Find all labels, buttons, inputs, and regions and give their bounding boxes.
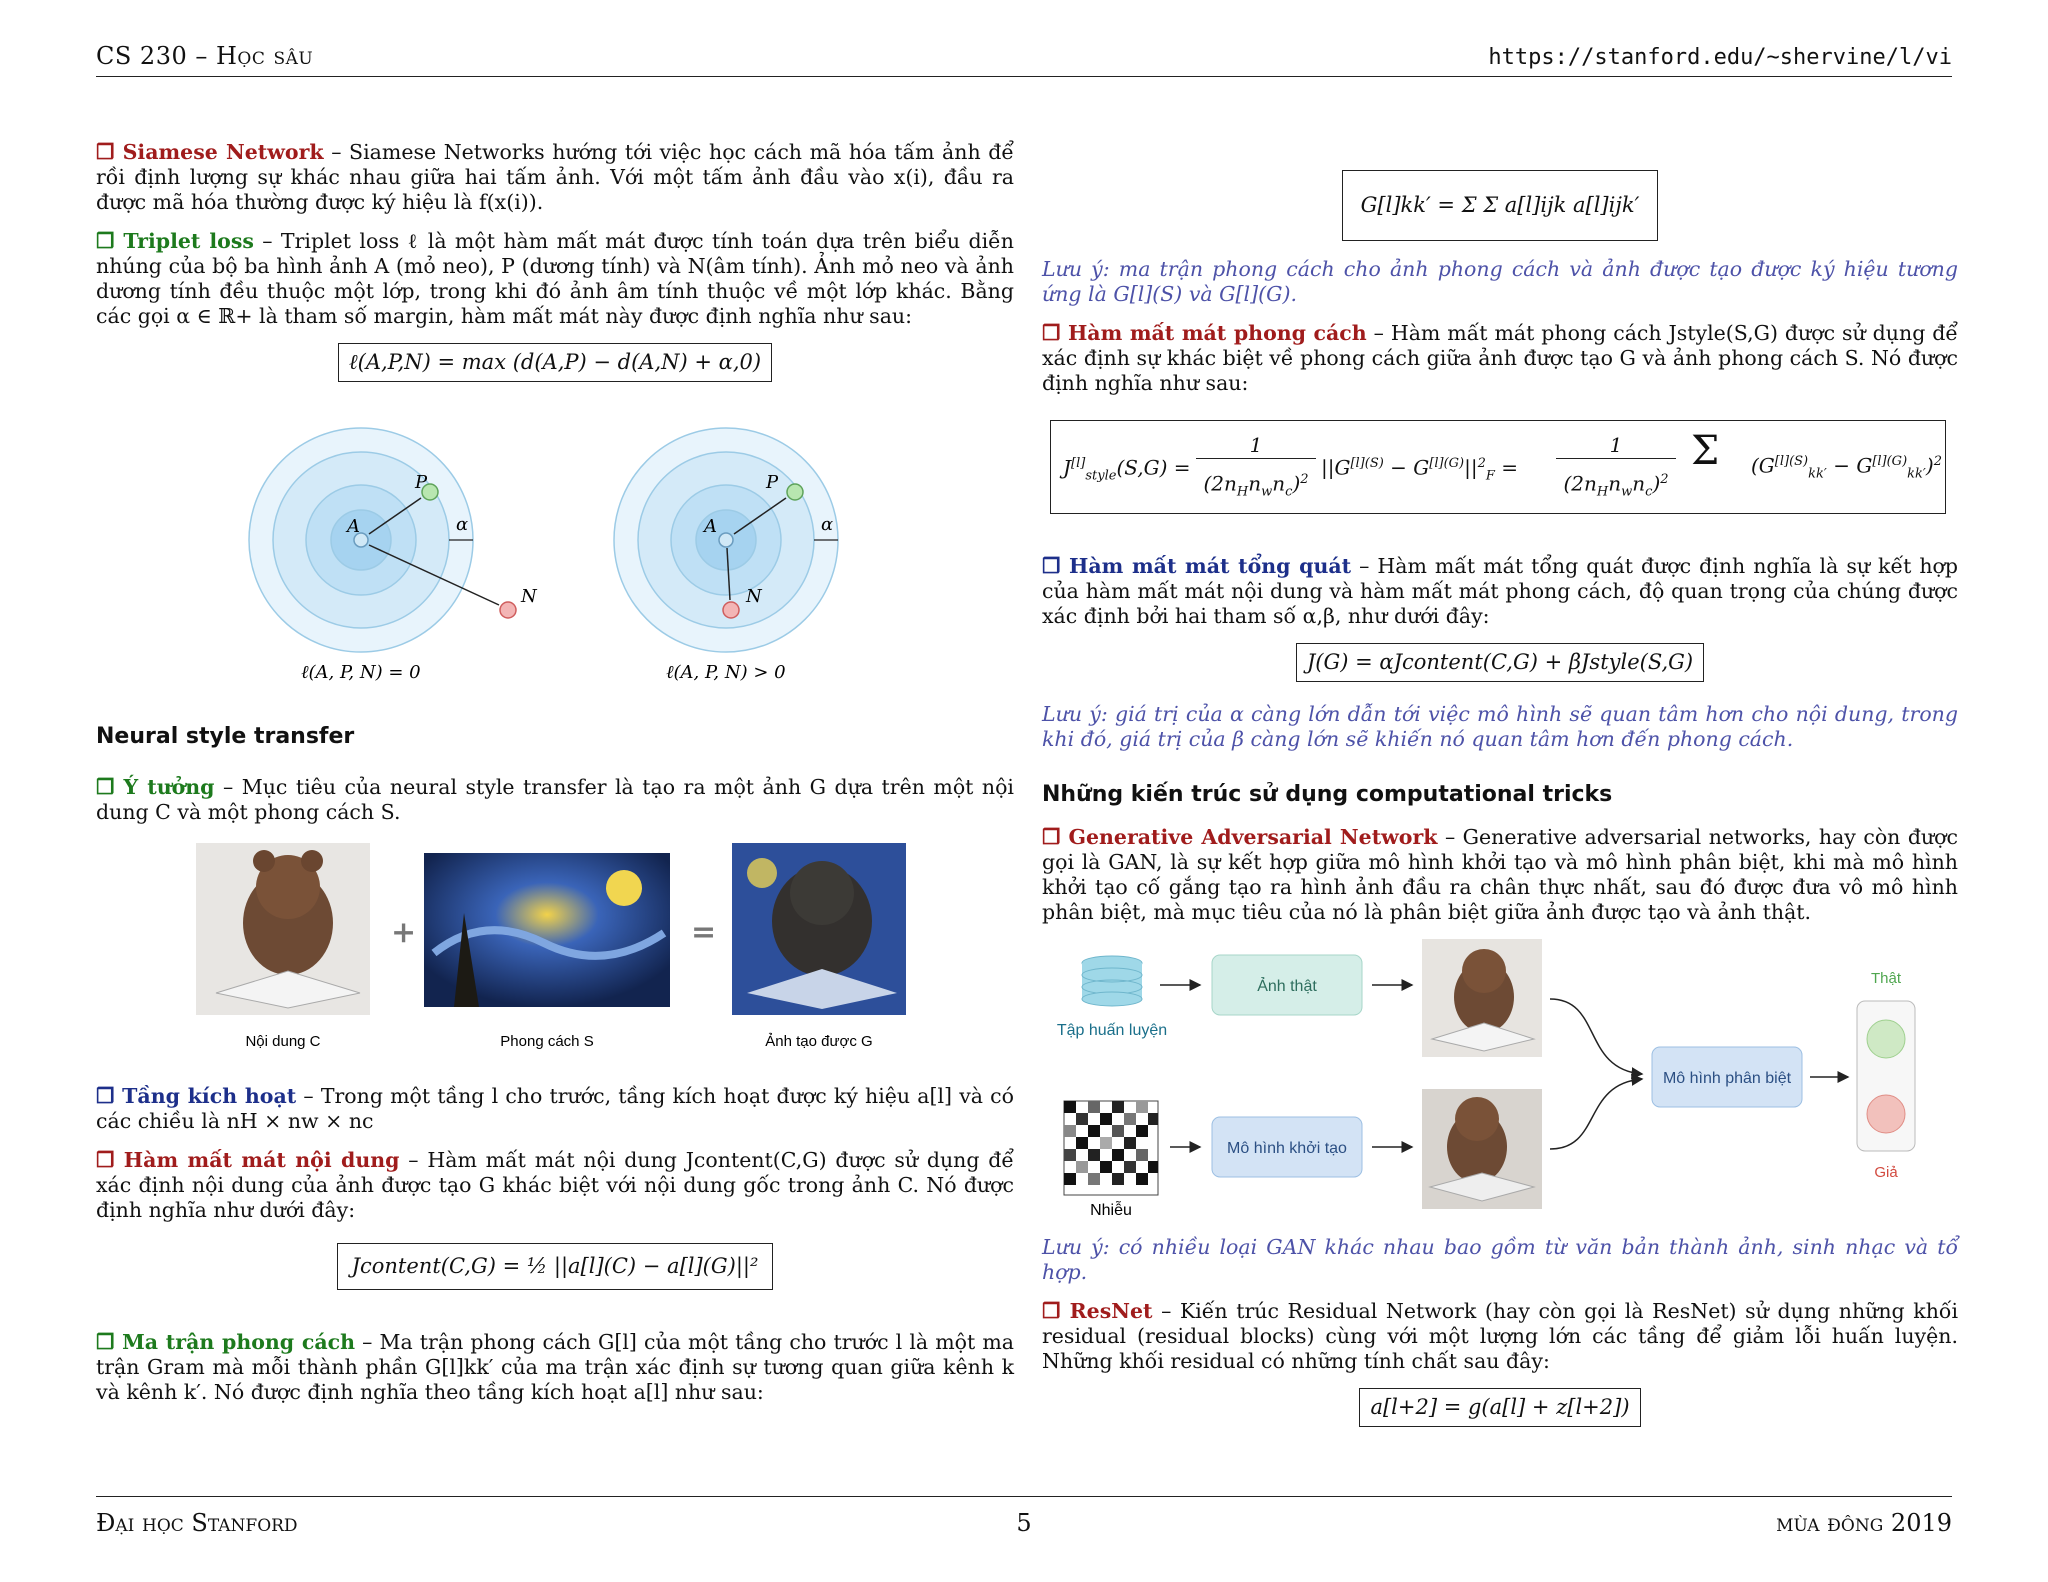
footer-term: mùa đông 2019 [1776,1509,1952,1537]
note-style-matrix: Lưu ý: ma trận phong cách cho ảnh phong cách và ảnh được tạo được ký hiệu tương ứng là G[l](S) và G[l](G). [1042,257,1958,306]
activation-paragraph: ❒ Tầng kích hoạt – Trong một tầng l cho trước, tầng kích hoạt được ký hiệu a[l] và có các chiều là nH × nw × nc [96,1084,1015,1133]
svg-text:Nội dung C: Nội dung C [245,1033,321,1050]
idea-term: Ý tưởng [123,775,215,799]
caption-zero: ℓ(A, P, N) = 0 [301,662,421,683]
svg-text:α: α [456,514,469,535]
style-transfer-images [96,839,1014,1064]
footer-university: Đại học Stanford [96,1509,298,1537]
triplet-diagram-right [614,428,838,683]
triplet-term: Triplet loss [123,229,254,253]
right-column [1042,140,1958,1427]
total-loss-term: Hàm mất mát tổng quát [1069,554,1352,578]
style-loss-formula: $J[l]_{style}(S,G)$ = 1 $(2n_Hn_wn_c)^2$ $||G^{[l](S)} - G^{[l](G)}||^2_F$ = 1 $(2n_Hn_wn_c)^2$ Σ $(G^{[l](S)}_{kk'} - G^{[l](G)}_{kk'})^2$ [1050,420,1946,514]
triplet-paragraph: ❒ Triplet loss – Triplet loss ℓ là một hàm mất mát được tính toán dựa trên biểu diễn nhúng của bộ ba hình ảnh A (mỏ neo), P (dương tính) và N(âm tính). Ảnh mỏ neo và ảnh dương tính đều thuộc một lớp, trong khi đó ảnh âm tính thuộc về một lớp khác. Bằng các gọi α ∈ ℝ+ là tham số margin, hàm mất mát này được định nghĩa như sau: [96,229,1014,328]
svg-text:Giả: Giả [1874,1164,1898,1181]
svg-text:Ảnh tạo được G: Ảnh tạo được G [765,1033,873,1050]
note-gan: Lưu ý: có nhiều loại GAN khác nhau bao gồm từ văn bản thành ảnh, sinh nhạc và tổ hợp. [1042,1235,1958,1284]
svg-text:Mô hình phân biệt: Mô hình phân biệt [1662,1070,1792,1087]
style-matrix-paragraph: ❒ Ma trận phong cách – Ma trận phong cách G[l] của một tầng cho trước l là một ma trận Gram mà mỗi thành phần G[l]kk′ của ma trận xác định sự tương quan giữa kênh k và kênh k′. Nó được định nghĩa theo tầng kích hoạt a[l] như sau: [96,1330,1014,1404]
activation-term: Tầng kích hoạt [122,1084,297,1108]
style-matrix-term: Ma trận phong cách [122,1330,356,1354]
svg-text:α: α [821,514,834,535]
generated-photo [1422,1089,1542,1209]
style-loss-paragraph: ❒ Hàm mất mát phong cách – Hàm mất mát phong cách Jstyle(S,G) được sử dụng để xác định sự khác biệt về phong cách giữa ảnh được tạo G và ảnh phong cách S. Nó được định nghĩa như sau: [1042,321,1958,395]
resnet-paragraph: ❒ ResNet – Kiến trúc Residual Network (hay còn gọi là ResNet) sử dụng những khối residual (residual blocks) cùng với một lượng lớn các tầng để giảm lỗi huấn luyện. Những khối residual có những tính chất sau đây: [1042,1299,1959,1373]
section-title-architectures: Những kiến trúc sử dụng computational tricks [1042,782,1613,807]
gan-diagram [1042,939,1958,1229]
train-set-label: Tập huấn luyện [1056,1022,1168,1039]
triplet-formula: ℓ(A,P,N) = max (d(A,P) − d(A,N) + α,0) [338,343,772,382]
triplet-diagram-left [249,428,538,683]
caption-positive: ℓ(A, P, N) > 0 [666,662,786,683]
total-loss-paragraph: ❒ Hàm mất mát tổng quát – Hàm mất mát tổng quát được định nghĩa là sự kết hợp của hàm mất mát nội dung và hàm mất mát phong cách, độ quan trọng của chúng được xác định bởi hai tham số α,β, như dưới đây: [1042,554,1959,628]
real-photo [1422,939,1542,1057]
note-alpha-beta: Lưu ý: giá trị của α càng lớn dẫn tới việc mô hình sẽ quan tâm hơn cho nội dung, trong khi đó, giá trị của β càng lớn sẽ khiến nó quan tâm hơn đến phong cách. [1042,702,1958,751]
content-loss-term: Hàm mất mát nội dung [123,1148,400,1172]
section-title-nst: Neural style transfer [96,724,355,749]
page-header [96,40,1952,77]
style-loss-term: Hàm mất mát phong cách [1067,321,1367,345]
svg-text:+: + [391,915,417,950]
svg-text:Ảnh thật: Ảnh thật [1257,978,1317,995]
svg-text:N: N [746,586,762,607]
svg-text:=: = [691,915,717,950]
gan-term: Generative Adversarial Network [1068,825,1438,849]
gram-formula: G[l]kk′ = Σ Σ a[l]ijk a[l]ijk′ [1342,170,1659,241]
total-loss-formula: J(G) = αJcontent(C,G) + βJstyle(S,G) [1296,643,1704,682]
real-indicator [1867,1020,1905,1058]
fake-indicator [1867,1095,1905,1133]
negative-point [500,602,516,618]
svg-text:A: A [347,516,360,537]
idea-paragraph: ❒ Ý tưởng – Mục tiêu của neural style transfer là tạo ra một ảnh G dựa trên một nội dung C và một phong cách S. [96,775,1014,824]
header-course: CS 230 – Học sâu [96,42,314,70]
content-loss-formula: Jcontent(C,G) = ½ ||a[l](C) − a[l](G)||² [337,1243,774,1290]
content-loss-paragraph: ❒ Hàm mất mát nội dung – Hàm mất mát nội dung Jcontent(C,G) được sử dụng để xác định nội dung của ảnh được tạo G khác biệt với nội dung gốc trong ảnh C. Nó được định nghĩa như dưới đây: [96,1148,1015,1222]
database-icon [1082,956,1142,1006]
svg-text:P: P [766,472,779,493]
content-image [196,843,370,1015]
siamese-term: Siamese Network [122,140,324,164]
resnet-formula: a[l+2] = g(a[l] + z[l+2]) [1359,1388,1640,1427]
resnet-term: ResNet [1069,1299,1153,1323]
left-column [96,140,1014,1419]
triplet-diagram [96,390,1014,690]
svg-text:A: A [704,516,717,537]
page-footer [96,1496,1952,1537]
svg-text:Phong cách S: Phong cách S [500,1033,594,1050]
style-image [424,853,670,1007]
page-number: 5 [1016,1509,1032,1537]
svg-text:Mô hình khởi tạo: Mô hình khởi tạo [1227,1140,1347,1157]
svg-text:N: N [521,586,537,607]
svg-text:P: P [415,472,428,493]
generated-image [732,843,906,1015]
noise-label: Nhiễu [1090,1202,1132,1219]
noise-image [1064,1101,1158,1195]
svg-text:Thật: Thật [1870,970,1902,987]
siamese-paragraph: ❒ Siamese Network – Siamese Networks hướng tới việc học cách mã hóa tấm ảnh để rồi định lượng sự khác nhau giữa hai tấm ảnh. Với một tấm ảnh đầu vào x(i), đầu ra được mã hóa thường được ký hiệu là f(x(i)). [96,140,1015,214]
header-url[interactable]: https://stanford.edu/~shervine/l/vi [1488,45,1952,70]
gan-paragraph: ❒ Generative Adversarial Network – Generative adversarial networks, hay còn được gọi là GAN, là sự kết hợp giữa mô hình khởi tạo và mô hình phân biệt, khi mà mô hình khởi tạo cố gắng tạo ra hình ảnh đầu ra chân thực nhất, sau đó được đưa vô mô hình phân biệt, mà mục tiêu của nó là phân biệt giữa ảnh được tạo và ảnh thật. [1042,825,1958,924]
